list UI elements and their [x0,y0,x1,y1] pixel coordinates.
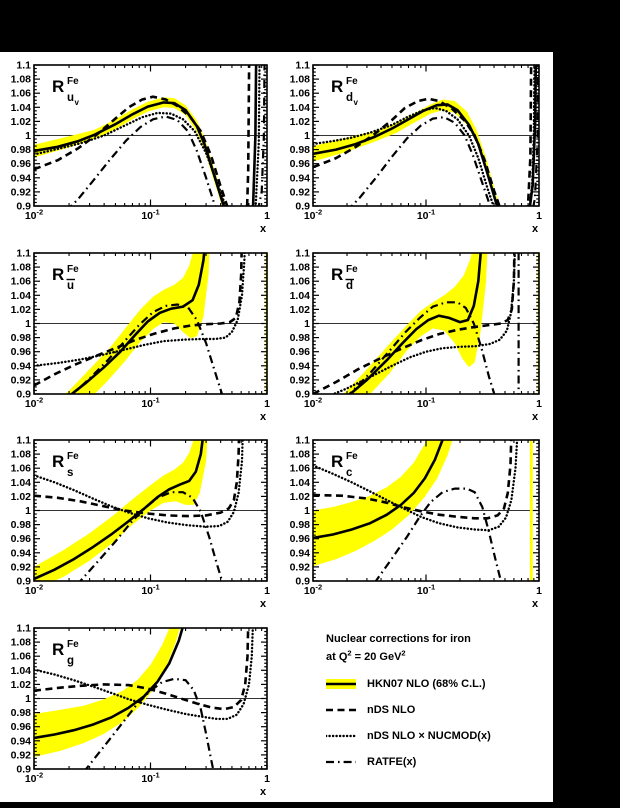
uncertainty-band [530,437,533,585]
x-axis-title: x [259,223,267,235]
panel-label-base: R [52,77,65,96]
svg-text:1.02: 1.02 [10,678,31,691]
panel-label-sub: s [67,467,74,479]
x-axis-title: x [259,598,267,610]
panel-label-base: R [331,452,344,471]
panel-label-sup: Fe [67,264,79,275]
svg-text:1.1: 1.1 [295,59,310,72]
svg-text:1.02: 1.02 [289,490,310,503]
svg-text:1.06: 1.06 [10,275,31,288]
x-tick-label: 1 [536,398,542,410]
x-tick-label: $10^{-2}$ [24,582,44,597]
panel-label-sub: d [346,92,354,104]
svg-text:1: 1 [25,130,31,142]
svg-text:1: 1 [304,318,310,330]
curve-dashdot [347,44,538,246]
x-tick-label: $10^{-2}$ [24,395,44,410]
panel-r-c [277,418,553,618]
x-tick-label: 1 [264,398,270,410]
panel-label-sup: Fe [346,76,358,87]
x-tick-label: 1 [264,773,270,785]
svg-text:1: 1 [25,505,31,517]
panel-r-dv [277,52,553,252]
svg-text:1.04: 1.04 [10,289,31,302]
svg-text:0.98: 0.98 [289,519,310,532]
panel-label-base: R [52,265,65,284]
panel-label-subsub: v [353,98,358,107]
svg-text:0.94: 0.94 [10,360,31,373]
svg-text:0.94: 0.94 [10,547,31,560]
svg-text:1.06: 1.06 [289,462,310,475]
x-tick-label: 1 [264,585,270,597]
uncertainty-band [313,419,458,566]
panel-label-sup: Fe [346,451,358,462]
svg-text:0.9: 0.9 [295,575,310,588]
panel-label-sup: Fe [67,76,79,87]
svg-text:1.1: 1.1 [16,622,31,635]
panel-r-ubar [0,228,277,428]
legend-item-label: nDS NLO × NUCMOD(x) [367,729,491,742]
legend-title-line2: at $Q^2 = 20$ GeV$^2$ [326,648,406,663]
x-tick-label: $10^{-1}$ [141,770,160,785]
legend-swatch-dashdot [326,754,358,770]
uncertainty-band [34,419,209,590]
svg-text:1.08: 1.08 [289,73,310,86]
x-axis-title: x [531,223,539,235]
svg-text:0.96: 0.96 [289,346,310,359]
panel-label-base: R [52,640,65,659]
svg-text:0.9: 0.9 [16,763,31,776]
legend-items [326,671,552,775]
panel-label-base: R [52,452,65,471]
svg-text:1: 1 [25,693,31,705]
svg-text:1.08: 1.08 [10,636,31,649]
svg-text:1.04: 1.04 [289,476,310,489]
x-tick-label: $10^{-1}$ [141,582,160,597]
panel-label-sup: Fe [346,264,358,275]
legend-item-label: nDS NLO [367,703,416,716]
x-tick-label: $10^{-1}$ [416,395,436,410]
svg-text:1.1: 1.1 [295,247,310,260]
x-tick-label: $10^{-2}$ [303,395,323,410]
svg-text:1.08: 1.08 [10,448,31,461]
svg-text:0.94: 0.94 [289,360,310,373]
legend-item-label: RATFE(x) [367,755,417,768]
panel-label-base: R [331,265,344,284]
x-tick-label: $10^{-2}$ [303,582,323,597]
x-axis-title: x [259,786,267,798]
svg-text:0.94: 0.94 [289,547,310,560]
x-axis-title: x [259,411,267,423]
svg-text:0.96: 0.96 [10,533,31,546]
x-tick-label: 1 [536,210,542,222]
curve-dashdot [67,44,265,245]
svg-text:0.98: 0.98 [10,519,31,532]
svg-text:0.92: 0.92 [10,561,31,574]
legend-title-line1: Nuclear corrections for iron [326,633,471,645]
panel-r-dbar [277,228,553,428]
svg-text:0.92: 0.92 [289,374,310,387]
panel-r-s [0,418,277,618]
svg-text:1: 1 [25,318,31,330]
legend-item-hkn07 [326,671,552,697]
x-axis-title: x [531,411,539,423]
x-tick-label: $10^{-1}$ [416,207,436,222]
svg-text:1.02: 1.02 [10,115,31,128]
svg-text:1.1: 1.1 [16,434,31,447]
svg-text:1: 1 [304,130,310,142]
svg-text:1.04: 1.04 [289,289,310,302]
svg-text:1.06: 1.06 [10,650,31,663]
svg-text:0.92: 0.92 [10,749,31,762]
legend-swatch-dotted [326,728,358,744]
svg-text:1.08: 1.08 [289,448,310,461]
svg-text:0.96: 0.96 [10,721,31,734]
legend-swatch-band [326,676,358,692]
legend-swatch-dashed [326,702,358,718]
legend [326,632,552,775]
svg-text:1.06: 1.06 [10,462,31,475]
panel-label-sup: Fe [67,639,79,650]
panel-label-sub: d [346,280,354,292]
svg-text:0.98: 0.98 [289,332,310,345]
x-axis-title: x [531,598,539,610]
panel-r-g [0,608,277,808]
svg-text:0.98: 0.98 [289,144,310,157]
svg-text:0.94: 0.94 [289,172,310,185]
svg-text:1.1: 1.1 [295,434,310,447]
svg-text:1.02: 1.02 [289,303,310,316]
curve-solid [330,232,482,411]
svg-text:1.1: 1.1 [16,59,31,72]
svg-text:0.92: 0.92 [289,561,310,574]
svg-text:1.02: 1.02 [289,115,310,128]
svg-text:0.9: 0.9 [16,575,31,588]
svg-text:1.06: 1.06 [289,275,310,288]
svg-text:0.9: 0.9 [16,388,31,401]
svg-text:0.96: 0.96 [10,158,31,171]
svg-text:0.9: 0.9 [16,200,31,213]
legend-item-label: HKN07 NLO (68% C.L.) [367,677,486,690]
svg-text:0.92: 0.92 [10,186,31,199]
panel-label-subsub: v [74,98,79,107]
legend-item-nds-nlo [326,697,552,723]
x-tick-label: $10^{-2}$ [303,207,323,222]
x-tick-label: $10^{-2}$ [24,207,44,222]
svg-text:1.06: 1.06 [10,87,31,100]
x-tick-label: $10^{-1}$ [141,395,160,410]
panel-label-sub: u [67,280,75,292]
svg-text:0.92: 0.92 [289,186,310,199]
svg-text:0.94: 0.94 [10,735,31,748]
svg-text:0.98: 0.98 [10,332,31,345]
curve-dashed [34,44,249,229]
svg-text:0.98: 0.98 [10,144,31,157]
panel-label-sub: g [67,655,75,667]
panel-label-sub: c [346,467,353,479]
legend-item-nds-nucmod [326,723,552,749]
svg-text:1.04: 1.04 [289,101,310,114]
x-tick-label: 1 [264,210,270,222]
svg-text:0.9: 0.9 [295,388,310,401]
svg-text:0.96: 0.96 [10,346,31,359]
svg-text:1.08: 1.08 [289,261,310,274]
svg-text:1.08: 1.08 [10,261,31,274]
curve-dashed [313,44,531,229]
curve-dotted [34,232,245,366]
svg-text:1.1: 1.1 [16,247,31,260]
svg-text:1.06: 1.06 [289,87,310,100]
x-tick-label: $10^{-2}$ [24,770,44,785]
x-tick-label: $10^{-1}$ [141,207,160,222]
svg-text:0.96: 0.96 [289,533,310,546]
panel-r-uv [0,52,277,252]
legend-title [326,632,552,664]
svg-text:1.04: 1.04 [10,664,31,677]
svg-text:1.08: 1.08 [10,73,31,86]
panel-label-sup: Fe [67,451,79,462]
svg-text:0.92: 0.92 [10,374,31,387]
svg-text:1.04: 1.04 [10,101,31,114]
svg-text:1: 1 [304,505,310,517]
x-tick-label: 1 [536,585,542,597]
svg-text:0.96: 0.96 [289,158,310,171]
svg-text:1.02: 1.02 [10,303,31,316]
svg-text:1.02: 1.02 [10,490,31,503]
panel-label-sub: u [67,92,75,104]
legend-item-ratfe [326,749,552,775]
svg-text:1.04: 1.04 [10,476,31,489]
svg-text:0.9: 0.9 [295,200,310,213]
svg-text:0.98: 0.98 [10,707,31,720]
panel-label-base: R [331,77,344,96]
svg-text:0.94: 0.94 [10,172,31,185]
x-tick-label: $10^{-1}$ [416,582,436,597]
